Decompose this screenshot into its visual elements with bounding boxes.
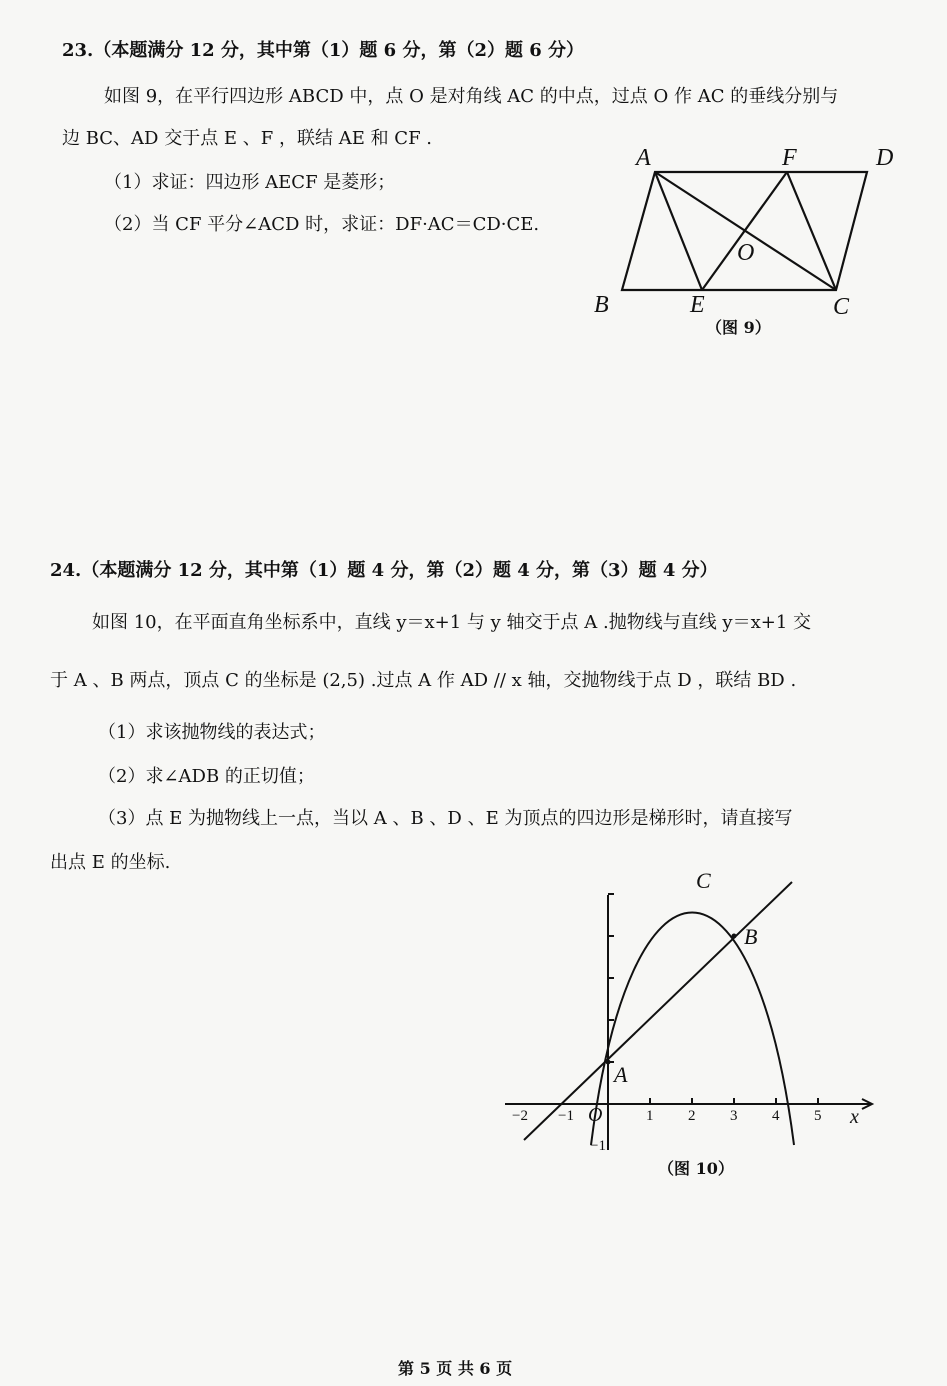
x-tick-label-5: 5: [814, 1108, 822, 1124]
label-E-fig9: E: [690, 292, 705, 318]
label-D-fig9: D: [876, 145, 894, 171]
x-tick-label-1: 1: [646, 1108, 654, 1124]
x-tick-label-4: 4: [772, 1108, 780, 1124]
q23-stem-line1: 如图 9，在平行四边形 ABCD 中，点 O 是对角线 AC 的中点，过点 O 作 AC 的垂线分别与: [104, 86, 839, 107]
x-tick-label-3: 3: [730, 1108, 738, 1124]
label-O-fig9: O: [737, 240, 755, 266]
label-C-fig10: C: [696, 868, 711, 893]
x-axis-label: x: [850, 1106, 859, 1128]
q24-stem-line2: 于 A 、B 两点，顶点 C 的坐标是 (2,5) .过点 A 作 AD // x 轴，交抛物线于点 D ，联结 BD .: [50, 670, 797, 691]
q23-part2: （2）当 CF 平分∠ACD 时，求证：DF·AC＝CD·CE.: [104, 214, 540, 235]
q24-part3-line2: 出点 E 的坐标.: [50, 852, 171, 873]
figure-10-caption: （图 10）: [658, 1159, 734, 1178]
q24-part1: （1）求该抛物线的表达式；: [98, 722, 326, 743]
origin-label: O: [588, 1104, 603, 1126]
q23-stem-line2: 边 BC、AD 交于点 E 、F ，联结 AE 和 CF .: [62, 128, 433, 149]
q23-header: 23.（本题满分 12 分，其中第（1）题 6 分，第（2）题 6 分）: [62, 40, 585, 61]
label-A-fig10: A: [614, 1062, 628, 1087]
page-footer: 第 5 页 共 6 页: [398, 1359, 513, 1378]
label-A-fig9: A: [636, 145, 651, 171]
q24-stem-line1: 如图 10，在平面直角坐标系中，直线 y＝x+1 与 y 轴交于点 A .抛物线与直线 y＝x+1 交: [92, 612, 811, 633]
x-tick-label-neg2: −2: [512, 1108, 528, 1124]
y-tick-label-neg1: −1: [590, 1138, 606, 1154]
point-b: [732, 934, 737, 939]
line-y-equals-x-plus-1: [524, 882, 792, 1140]
figure-9-caption: （图 9）: [706, 318, 771, 337]
label-B-fig9: B: [594, 292, 609, 318]
q24-header: 24.（本题满分 12 分，其中第（1）题 4 分，第（2）题 4 分，第（3）题 4 分）: [50, 560, 718, 581]
q24-part3-line1: （3）点 E 为抛物线上一点，当以 A 、B 、D 、E 为顶点的四边形是梯形时，请直接写: [98, 808, 793, 829]
q23-part1: （1）求证：四边形 AECF 是菱形；: [104, 172, 396, 193]
x-tick-label-2: 2: [688, 1108, 696, 1124]
x-tick-label-neg1: −1: [558, 1108, 574, 1124]
q24-part2: （2）求∠ADB 的正切值；: [98, 766, 315, 787]
label-F-fig9: F: [782, 145, 797, 171]
label-C-fig9: C: [833, 294, 850, 320]
point-a: [606, 1060, 611, 1065]
label-B-fig10: B: [744, 924, 758, 949]
